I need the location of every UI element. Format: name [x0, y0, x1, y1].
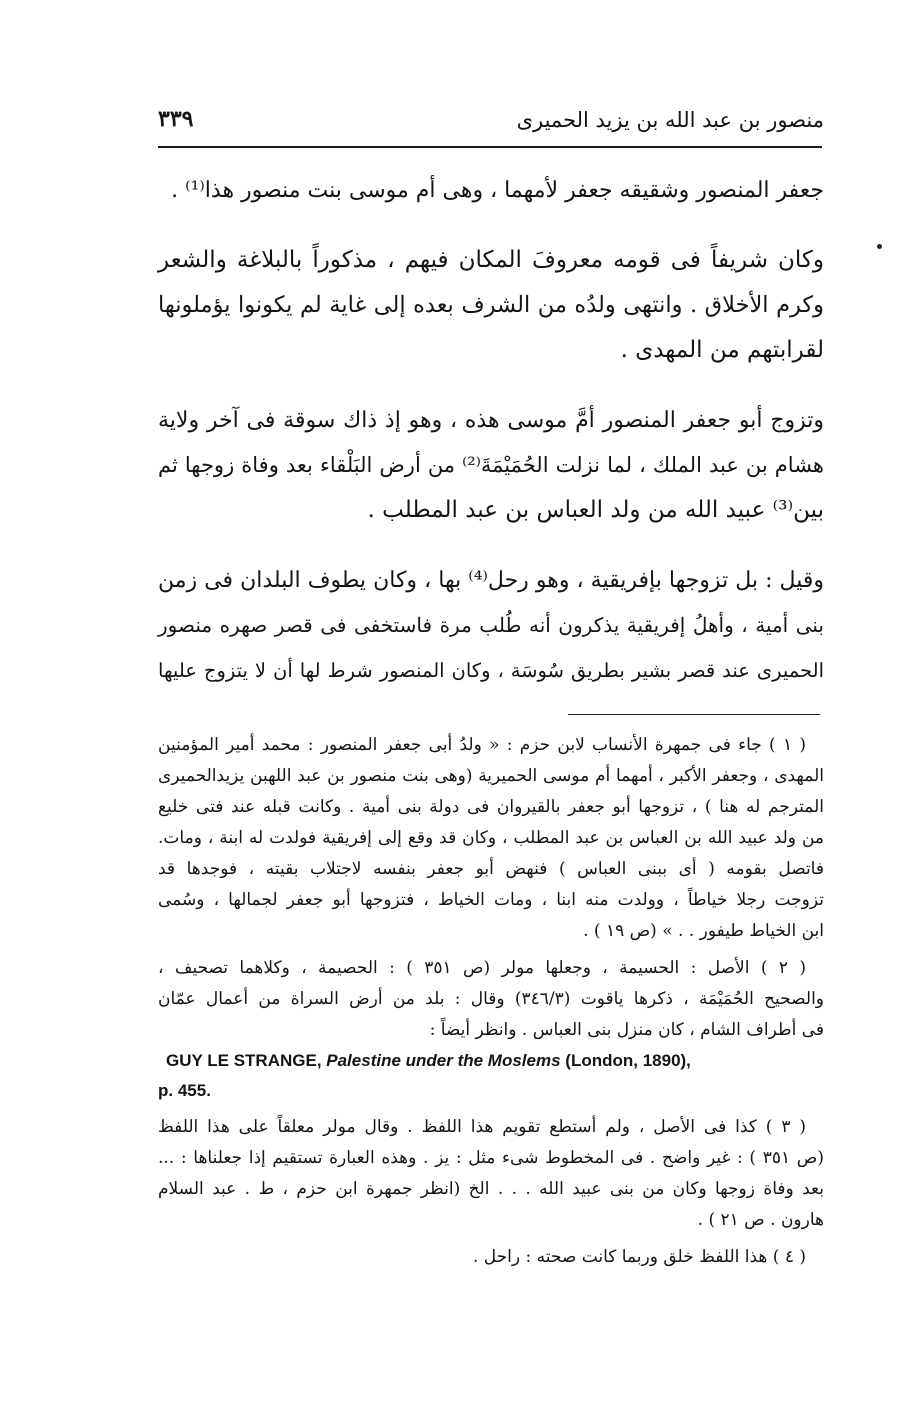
footnote-line: من ولد عبيد الله بن العباس بن عبد المطلب ، وكان قد وقع إلى إفريقية فولدت له ابنة ، ومات.	[158, 828, 824, 848]
footnote-line: ( ٢ ) الأصل : الحسيمة ، وجعلها مولر (ص ٣٥١ ) : الحصيمة ، وكلاهما تصحيف ،	[158, 958, 806, 978]
reference-title: Palestine under the Moslems	[326, 1051, 561, 1070]
footnote-rule	[568, 714, 820, 715]
page-header	[158, 102, 824, 142]
footnote-2	[158, 953, 824, 1106]
footnote-line: تزوجت رجلا خياطاً ، وولدت منه ابنا ، ومات الخياط ، فتزوجها أبو جعفر لجمالها ، وسُمى	[158, 890, 824, 910]
paragraph-1	[158, 168, 824, 213]
text-line: وقيل : بل تزوجها بإفريقية ، وهو رحل⁽⁴⁾ بها ، وكان يطوف البلدان فى زمن	[158, 568, 824, 593]
footnotes	[158, 730, 824, 1273]
text-line: وتزوج أبو جعفر المنصور أمَّ موسى هذه ، وهو إذ ذاك سوقة فى آخر ولاية	[158, 408, 824, 433]
latin-reference-page: p. 455.	[158, 1081, 211, 1100]
footnote-line: فاتصل بقومه ( أى ببنى العباس ) فنهض أبو جعفر بنفسه لاجتلاب بقيته ، فوجدها قد	[158, 859, 824, 879]
footnote-line: ( ٣ ) كذا فى الأصل ، ولم أستطع تقويم هذا اللفظ . وقال مولر معلقاً على هذا اللفظ	[158, 1117, 806, 1137]
paragraph-2	[158, 238, 824, 373]
paragraph-4	[158, 558, 824, 693]
footnote-line: ابن الخياط طيفور . . » (ص ١٩ ) .	[583, 921, 824, 941]
text-line: وكان شريفاً فى قومه معروفَ المكان فيهم ، مذكوراً بالبلاغة والشعر	[158, 247, 824, 273]
text-line: جعفر المنصور وشقيقه جعفر لأمهما ، وهى أم موسى بنت منصور هذا⁽¹⁾ .	[171, 178, 824, 203]
page-number: ٣٣٩	[158, 106, 194, 132]
footnote-line: فى أطراف الشام ، كان منزل بنى العباس . وانظر أيضاً :	[429, 1020, 824, 1040]
footnote-line: المهدى ، وجعفر الأكبر ، أمهما أم موسى الحميرية (وهى بنت منصور بن عبد اللهبن يزيدالحميرى	[158, 766, 824, 786]
reference-author: GUY LE STRANGE,	[166, 1051, 327, 1070]
footnote-line: هارون . ص ٢١ ) .	[697, 1210, 824, 1230]
header-rule	[158, 146, 822, 148]
text-line: وكرم الأخلاق . وانتهى ولدُه من الشرف بعده إلى غاية لم يكونوا يؤملونها	[158, 292, 824, 318]
footnote-line: (ص ٣٥١ ) : غير واضح . فى المخطوط شىء مثل : يز . وهذه العبارة تستقيم إذا جعلناها : ...	[158, 1148, 824, 1168]
text-line: بنى أمية ، وأهلُ إفريقية يذكرون أنه طُلب مرة فاستخفى فى قصر صهره منصور	[158, 613, 824, 637]
reference-publisher: (London, 1890),	[560, 1051, 691, 1070]
footnote-line: ( ٤ ) هذا اللفظ خلق وربما كانت صحته : راحل .	[472, 1247, 806, 1267]
main-text	[158, 168, 824, 693]
footnote-line: ( ١ ) جاء فى جمهرة الأنساب لابن حزم : « ولدُ أبى جعفر المنصور : محمد أمير المؤمنين	[158, 735, 806, 755]
footnote-1	[158, 730, 824, 947]
margin-dot	[877, 244, 882, 249]
paragraph-3	[158, 398, 824, 533]
running-title: منصور بن عبد الله بن يزيد الحميرى	[516, 108, 824, 132]
footnote-4	[158, 1242, 824, 1273]
footnote-line: بعد وفاة زوجها وكان من بنى عبيد الله . . . الخ (انظر جمهرة ابن حزم ، ط . عبد السلام	[158, 1179, 824, 1199]
latin-reference	[158, 1046, 824, 1076]
text-line: لقرابتهم من المهدى .	[620, 337, 824, 363]
text-line: هشام بن عبد الملك ، لما نزلت الحُمَيْمَةَ⁽²⁾ من أرض البَلْقاء بعد وفاة زوجها ثم	[158, 453, 824, 477]
footnote-3	[158, 1112, 824, 1236]
footnote-line: والصحيح الحُمَيْمَة ، ذكرها ياقوت (٣٤٦/٣) وقال : بلد من أرض السراة من أعمال عمّان	[158, 989, 824, 1009]
footnote-line: المترجم له هنا ) ، تزوجها أبو جعفر بالقيروان فى دولة بنى أمية . وكانت قبله عند فتى خليع	[158, 797, 824, 817]
text-line: الحميرى عند قصر بشير بطريق سُوسَة ، وكان المنصور شرط لها أن لا يتزوج عليها	[158, 659, 824, 682]
text-line: بين⁽³⁾ عبيد الله من ولد العباس بن عبد المطلب .	[367, 497, 824, 523]
